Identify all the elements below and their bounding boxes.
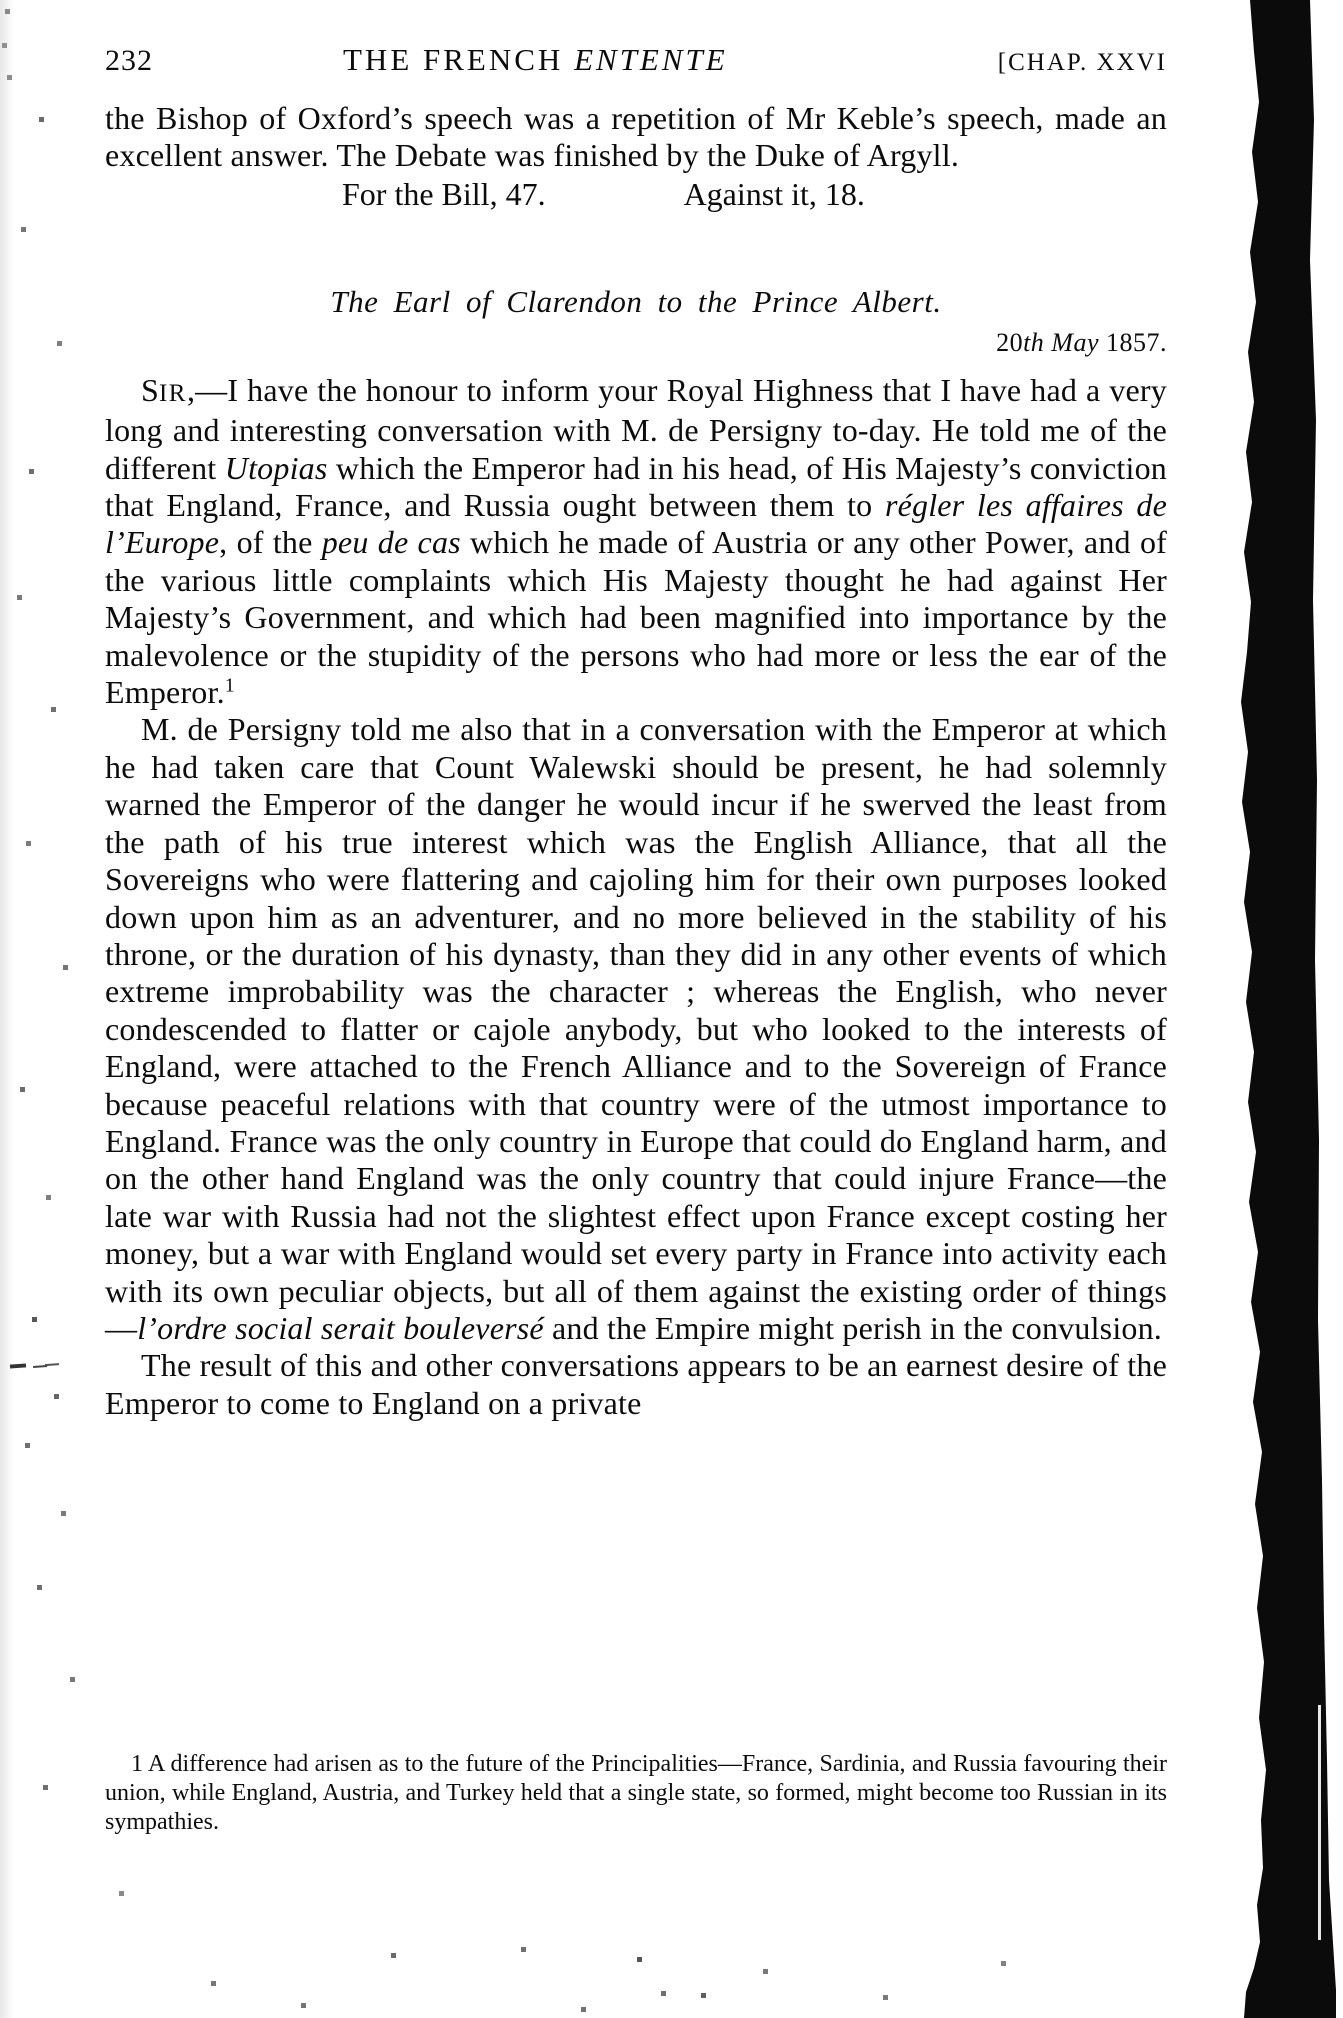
running-title-italic: ENTENTE <box>574 42 728 77</box>
letter-date: 20th May 1857. <box>996 327 1167 357</box>
scan-speckles <box>0 0 3 3</box>
scan-left-edge-haze <box>0 0 14 2018</box>
opening-paragraph: the Bishop of Oxford’s speech was a repetition of Mr Keble’s speech, made an excellent answer. The Debate was finished by the Duke of Argyll. <box>105 100 1167 174</box>
vote-against: Against it, 18. <box>683 175 865 212</box>
scan-edge-band <box>1236 0 1336 2018</box>
page-number: 232 <box>105 44 153 77</box>
running-title <box>343 42 728 78</box>
vote-for: For the Bill, 47. <box>342 175 546 212</box>
letter-paragraph-3: The result of this and other conversations appears to be an earnest desire of the Emperor to come to England on a private <box>105 1347 1167 1421</box>
scan-edge-white-line <box>1318 1705 1321 1940</box>
letter-paragraph-2: M. de Persigny told me also that in a conversation with the Emperor at which he had taken care that Count Walewski should be present, he had solemnly warned the Emperor of the danger he would incur if he swerved the least from the path of his true interest which was the English Alliance, that all the Sovereigns who were flattering and cajoling him for their own purposes looked down upon him as an adventurer, and no more believed in the stability of his throne, or the duration of his dynasty, than they did in any other events of which extreme improbability was the character ; whereas the English, who never condescended to flatter or cajole anybody, but who looked to the interests of England, were attached to the French Alliance and to the Sovereign of France because peaceful relations with that country were of the utmost importance to England. France was the only country in Europe that could do England harm, and on the other hand England was the only country that could injure France—the late war with Russia had not the slightest effect upon France except costing her money, but a war with England would set every party in France into activity each with its own peculiar objects, but all of them against the existing order of things—l’ordre social serait bouleversé and the Empire might perish in the convulsion. <box>105 711 1167 1346</box>
footnote: 1 A difference had arisen as to the future of the Principalities—France, Sardinia, and Russia favouring their union, while England, Austria, and Turkey held that a single state, so formed, might become too Russian in its sympathies. <box>105 1751 1167 1835</box>
letter-body <box>105 372 1167 1422</box>
chapter-label: [CHAP. XXVI <box>997 49 1167 76</box>
page-content <box>105 0 1167 1422</box>
letter-heading: The Earl of Clarendon to the Prince Albert. <box>330 283 942 319</box>
letter-paragraph-1: SIR,—I have the honour to inform your Royal Highness that I have had a very long and interesting conversation with M. de Persigny to-day. He told me of the different Utopias which the Emperor had in his head, of His Majesty’s conviction that England, France, and Russia ought between them to régler les affaires de l’Europe, of the peu de cas which he made of Austria or any other Power, and of the various little complaints which His Majesty thought he had against Her Majesty’s Government, and which had been magnified into importance by the malevolence or the stupidity of the persons who had more or less the ear of the Emperor.$^1$ <box>105 371 1167 711</box>
running-header <box>105 42 1167 80</box>
running-title-main: THE FRENCH <box>343 42 575 77</box>
scan-margin-mark <box>10 1363 26 1368</box>
vote-line <box>342 175 1167 213</box>
